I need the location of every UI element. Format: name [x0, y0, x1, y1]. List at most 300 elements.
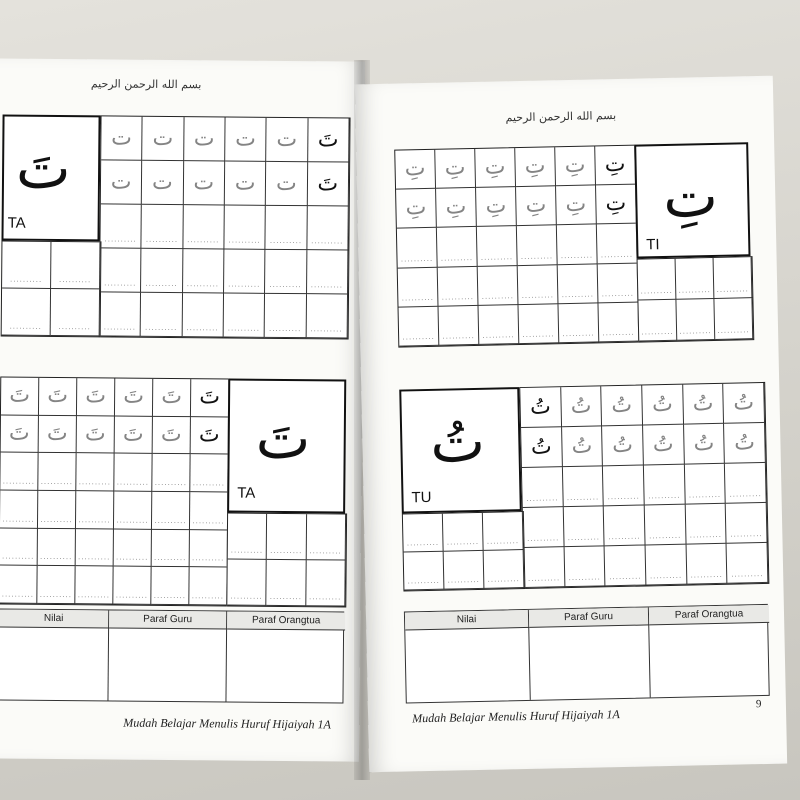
grid-cell — [184, 117, 226, 161]
writing-dots: .......... — [227, 324, 261, 333]
writing-dots: .......... — [192, 554, 225, 563]
grid-cell — [114, 529, 152, 567]
trace-letter: تَ — [8, 420, 30, 446]
trace-letter: تِ — [525, 192, 547, 219]
writing-dots: .......... — [309, 593, 342, 602]
grid-cell — [266, 206, 308, 250]
writing-dots: .......... — [400, 254, 434, 264]
trace-letter: تُ — [570, 393, 592, 419]
writing-dots: .......... — [269, 236, 303, 246]
grid-cell — [152, 529, 190, 567]
grid-cell — [595, 146, 636, 186]
trace-letter: ت — [193, 125, 215, 151]
trace-letter: تَ — [85, 383, 107, 409]
grid-cell — [556, 186, 597, 226]
writing-dots: .......... — [115, 591, 149, 600]
writing-dots: .......... — [186, 324, 219, 333]
grid-cell — [100, 292, 142, 336]
grid-cell — [1, 378, 39, 416]
grid-cell — [115, 416, 153, 454]
grid-cell — [518, 265, 559, 305]
grid-cell — [191, 379, 229, 417]
writing-dots: .......... — [9, 322, 42, 331]
grid-cell — [563, 466, 604, 507]
grid-cell — [724, 423, 765, 464]
grid-cell — [190, 455, 228, 493]
grid-cell — [76, 454, 114, 492]
writing-dots: .......... — [145, 279, 178, 289]
letter-label: TU — [411, 488, 432, 507]
writing-dots: .......... — [187, 236, 220, 245]
grid-cell — [404, 552, 445, 591]
writing-dots: .......... — [600, 250, 634, 259]
trace-letter: ت — [152, 169, 173, 195]
grid-cell — [227, 560, 267, 606]
writing-dots: .......... — [566, 493, 600, 503]
grid-cell — [51, 242, 100, 289]
writing-dots: .......... — [648, 491, 681, 501]
grid-cell — [476, 187, 517, 227]
grid-cell — [190, 492, 228, 530]
writing-dots: .......... — [729, 490, 762, 499]
grid-cell — [438, 267, 479, 307]
model-letter: تِ — [604, 151, 626, 178]
trace-letter: تِ — [485, 193, 507, 220]
grid-cell — [182, 293, 224, 337]
grid-cell — [306, 294, 348, 338]
grid-cell — [517, 226, 558, 266]
model-letter: تِ — [605, 191, 627, 217]
writing-dots: .......... — [640, 286, 673, 296]
big-letter: تَ — [255, 403, 311, 473]
trace-letter: تَ — [160, 421, 182, 448]
big-letter: تُ — [429, 406, 486, 476]
writing-dots: .......... — [562, 329, 595, 339]
grid-cell — [561, 386, 602, 427]
grid-cell — [151, 567, 189, 605]
grid-cell — [228, 514, 268, 560]
grid-cell — [183, 249, 225, 293]
writing-dots: .......... — [688, 490, 722, 500]
grid-cell — [518, 304, 559, 344]
grid-cell — [444, 551, 485, 590]
paraf-guru-cell — [529, 625, 650, 699]
trace-letter: تَ — [46, 420, 68, 447]
trace-letter: تُ — [651, 391, 674, 417]
writing-dots: .......... — [527, 534, 560, 543]
writing-dots: .......... — [648, 531, 682, 541]
right-page — [355, 76, 787, 773]
grid-cell — [38, 528, 76, 566]
grid-cell — [306, 560, 346, 606]
grid-cell — [100, 248, 142, 292]
grid-cell — [439, 306, 480, 346]
letter-label: TA — [7, 214, 26, 232]
grid-cell — [224, 205, 266, 249]
grid-cell — [153, 416, 191, 454]
grid-cell — [676, 299, 715, 341]
grid-cell — [395, 150, 436, 190]
grid-cell — [225, 117, 267, 161]
grid-cell — [38, 491, 76, 529]
trace-letter: تُ — [611, 432, 634, 458]
book-footer: Mudah Belajar Menulis Huruf Hijaiyah 1A — [123, 715, 331, 732]
writing-dots: .......... — [690, 570, 723, 580]
tracing-grid-bottom — [0, 377, 230, 607]
grid-cell — [443, 513, 484, 552]
paraf-orangtua-header: Paraf Orangtua — [227, 611, 345, 630]
writing-dots: .......... — [446, 537, 480, 547]
writing-grid-top-extra — [1, 241, 102, 338]
signature-table — [0, 609, 344, 704]
nilai-cell — [405, 628, 530, 703]
grid-cell — [478, 266, 519, 306]
writing-dots: .......... — [2, 515, 35, 524]
grid-cell — [152, 454, 190, 492]
book-footer: Mudah Belajar Menulis Huruf Hijaiyah 1A — [411, 707, 620, 726]
grid-cell — [397, 228, 438, 268]
writing-dots: .......... — [441, 292, 475, 302]
writing-dots: .......... — [649, 571, 683, 581]
letter-label: TA — [237, 484, 256, 502]
grid-cell — [725, 463, 766, 504]
trace-letter: تَ — [9, 382, 31, 409]
grid-cell — [516, 186, 557, 226]
grid-cell — [522, 467, 563, 508]
writing-dots: .......... — [731, 570, 764, 579]
grid-cell — [190, 530, 228, 568]
grid-cell — [436, 188, 477, 228]
writing-dots: .......... — [269, 324, 302, 334]
letter-box-bottom — [227, 378, 346, 513]
writing-dots: .......... — [567, 533, 601, 543]
grid-cell — [224, 249, 266, 293]
grid-cell — [143, 117, 185, 161]
grid-cell — [225, 161, 267, 205]
grid-cell — [101, 116, 143, 160]
writing-dots: .......... — [230, 546, 264, 555]
grid-cell — [477, 226, 518, 266]
grid-cell — [604, 505, 645, 546]
grid-cell — [521, 427, 562, 468]
trace-letter: تُ — [692, 390, 714, 416]
trace-letter: تُ — [652, 431, 674, 457]
writing-dots: .......... — [270, 546, 303, 556]
grid-cell — [77, 416, 115, 454]
writing-grid-bottom-extra — [402, 511, 526, 592]
trace-letter: ت — [193, 169, 215, 195]
writing-dots: .......... — [568, 573, 601, 583]
trace-letter: تِ — [405, 195, 427, 221]
trace-letter: تِ — [524, 153, 546, 180]
writing-dots: .......... — [310, 281, 344, 290]
writing-dots: .......... — [401, 293, 435, 303]
grid-cell — [563, 506, 604, 547]
paraf-guru-header: Paraf Guru — [109, 610, 227, 629]
writing-dots: .......... — [481, 291, 515, 301]
writing-dots: .......... — [520, 251, 554, 261]
grid-cell — [308, 118, 350, 162]
grid-cell — [435, 149, 476, 189]
grid-cell — [191, 417, 229, 455]
grid-cell — [2, 289, 51, 336]
grid-cell — [114, 454, 152, 492]
grid-cell — [114, 492, 152, 530]
trace-letter: تُ — [693, 430, 715, 456]
writing-dots: .......... — [310, 325, 343, 334]
grid-cell — [483, 512, 524, 551]
grid-cell — [113, 567, 151, 605]
writing-dots: .......... — [487, 575, 520, 584]
grid-cell — [307, 250, 349, 294]
writing-dots: .......... — [77, 591, 111, 600]
grid-cell — [676, 258, 715, 300]
writing-dots: .......... — [145, 235, 179, 245]
grid-cell — [520, 387, 561, 428]
grid-cell — [0, 528, 38, 566]
writing-dots: .......... — [116, 553, 149, 563]
grid-cell — [564, 546, 605, 587]
letter-box-top — [634, 142, 750, 258]
trace-letter: ت — [110, 168, 132, 195]
grid-cell — [484, 550, 525, 589]
model-letter: تَ — [317, 126, 339, 152]
grid-cell — [685, 464, 726, 505]
trace-letter: ت — [111, 124, 132, 151]
trace-letter: تِ — [404, 156, 426, 182]
letter-label: TI — [646, 236, 660, 254]
grid-cell — [398, 267, 439, 307]
grid-cell — [1, 415, 39, 453]
grid-cell — [475, 148, 516, 188]
writing-dots: .......... — [40, 477, 74, 487]
grid-cell — [524, 547, 565, 588]
writing-dots: .......... — [608, 532, 641, 542]
trace-letter: تَ — [84, 421, 106, 447]
grid-cell — [76, 529, 114, 567]
trace-letter: تَ — [122, 421, 144, 447]
writing-dots: .......... — [154, 516, 187, 525]
writing-dots: .......... — [486, 537, 520, 546]
writing-dots: .......... — [447, 575, 480, 585]
grid-cell — [266, 118, 308, 162]
grid-cell — [266, 162, 308, 206]
writing-dots: .......... — [58, 276, 92, 285]
writing-dots: .......... — [440, 253, 474, 263]
trace-letter: تُ — [571, 433, 593, 459]
grid-cell — [437, 227, 478, 267]
grid-cell — [644, 465, 685, 506]
writing-dots: .......... — [103, 323, 137, 332]
grid-cell — [115, 379, 153, 417]
model-letter: تَ — [199, 384, 221, 410]
writing-dots: .......... — [58, 323, 91, 332]
page-number: 9 — [755, 698, 762, 711]
grid-cell — [37, 566, 75, 604]
writing-dots: .......... — [601, 289, 634, 299]
paraf-guru-cell — [108, 628, 227, 701]
grid-cell — [142, 161, 184, 205]
big-letter: تِ — [662, 161, 719, 232]
grid-cell — [0, 491, 38, 529]
model-letter: تَ — [198, 422, 220, 448]
trace-letter: ت — [276, 126, 298, 152]
grid-cell — [714, 298, 753, 340]
writing-grid-bottom-extra — [226, 512, 347, 607]
grid-cell — [265, 250, 307, 294]
grid-cell — [2, 242, 51, 289]
trace-letter: تِ — [445, 194, 467, 220]
grid-cell — [142, 205, 184, 249]
trace-letter: تِ — [444, 155, 466, 181]
grid-cell — [645, 505, 686, 546]
writing-dots: .......... — [191, 592, 225, 601]
grid-cell — [152, 492, 190, 530]
writing-dots: .......... — [154, 478, 188, 488]
writing-dots: .......... — [116, 516, 149, 525]
grid-cell — [646, 545, 687, 586]
grid-cell — [0, 453, 38, 491]
writing-dots: .......... — [228, 236, 261, 245]
writing-dots: .......... — [689, 530, 723, 540]
grid-cell — [562, 426, 603, 467]
tracing-grid-bottom — [519, 382, 769, 589]
grid-cell — [479, 305, 520, 345]
grid-cell — [403, 514, 444, 553]
grid-cell — [724, 383, 765, 424]
big-letter: تَ — [15, 133, 72, 203]
writing-dots: .......... — [641, 327, 674, 337]
grid-cell — [100, 204, 142, 248]
grid-cell — [39, 378, 77, 416]
trace-letter: ت — [234, 170, 256, 196]
writing-dots: .......... — [40, 515, 73, 524]
trace-letter: تُ — [733, 429, 756, 456]
grid-cell — [76, 491, 114, 529]
grid-cell — [77, 378, 115, 416]
grid-cell — [141, 293, 183, 337]
writing-dots: .......... — [1, 590, 35, 599]
writing-dots: .......... — [228, 280, 261, 289]
grid-cell — [685, 504, 726, 545]
grid-cell — [555, 146, 596, 186]
writing-dots: .......... — [104, 235, 137, 244]
grid-cell — [307, 162, 349, 206]
grid-cell — [684, 424, 725, 465]
writing-dots: .......... — [717, 326, 750, 335]
grid-cell — [598, 263, 639, 303]
writing-dots: .......... — [716, 285, 749, 294]
grid-cell — [0, 566, 38, 604]
writing-dots: .......... — [2, 552, 35, 562]
writing-dots: .......... — [402, 332, 435, 342]
writing-dots: .......... — [154, 554, 187, 563]
writing-dots: .......... — [521, 291, 555, 300]
grid-cell — [75, 567, 113, 605]
writing-dots: .......... — [609, 572, 642, 582]
writing-dots: .......... — [678, 286, 711, 295]
grid-cell — [643, 425, 684, 466]
grid-cell — [306, 514, 346, 560]
grid-cell — [224, 293, 266, 337]
trace-letter: ت — [152, 125, 174, 151]
paraf-guru-header: Paraf Guru — [529, 607, 649, 628]
grid-cell — [597, 224, 638, 264]
trace-letter: تِ — [484, 154, 506, 180]
writing-dots: .......... — [482, 331, 515, 340]
grid-cell — [558, 303, 599, 343]
grid-cell — [523, 507, 564, 548]
grid-cell — [727, 543, 768, 584]
writing-dots: .......... — [78, 515, 111, 525]
paraf-orangtua-header: Paraf Orangtua — [649, 605, 769, 626]
grid-cell — [189, 567, 227, 605]
writing-grid-top-extra — [637, 256, 755, 342]
trace-letter: ت — [235, 126, 256, 152]
writing-dots: .......... — [730, 530, 763, 539]
writing-dots: .......... — [39, 590, 73, 600]
letter-box-bottom — [399, 387, 522, 513]
grid-cell — [638, 300, 677, 342]
nilai-header: Nilai — [0, 610, 109, 629]
bismillah-header: بسم الله الرحمن الرحيم — [90, 77, 202, 92]
grid-cell — [307, 206, 349, 250]
grid-cell — [603, 465, 644, 506]
grid-cell — [141, 249, 183, 293]
grid-cell — [399, 307, 440, 347]
trace-letter: تُ — [611, 392, 633, 418]
grid-cell — [714, 257, 753, 299]
grid-cell — [686, 544, 727, 585]
writing-dots: .......... — [192, 516, 225, 526]
writing-dots: .......... — [526, 494, 559, 503]
grid-cell — [602, 425, 643, 466]
trace-letter: تِ — [565, 191, 587, 218]
writing-dots: .......... — [561, 290, 594, 299]
writing-dots: .......... — [406, 538, 440, 548]
grid-cell — [726, 503, 767, 544]
writing-dots: .......... — [230, 592, 263, 601]
grid-cell — [515, 147, 556, 187]
model-letter: تُ — [530, 433, 552, 460]
tracing-grid-top — [394, 145, 640, 348]
writing-dots: .......... — [104, 279, 137, 288]
writing-dots: .......... — [145, 323, 178, 333]
writing-dots: .......... — [40, 553, 73, 562]
grid-cell — [598, 302, 639, 342]
grid-cell — [39, 416, 77, 454]
grid-cell — [267, 560, 307, 606]
writing-dots: .......... — [560, 251, 594, 260]
grid-cell — [602, 386, 643, 427]
grid-cell — [396, 189, 437, 229]
grid-cell — [683, 384, 724, 425]
left-page — [0, 58, 365, 761]
grid-cell — [183, 205, 225, 249]
writing-dots: .......... — [607, 492, 640, 502]
trace-letter: تَ — [47, 383, 69, 409]
grid-cell — [638, 259, 677, 301]
writing-dots: .......... — [442, 331, 475, 341]
grid-cell — [153, 379, 191, 417]
grid-cell — [265, 294, 307, 338]
writing-dots: .......... — [407, 576, 440, 586]
trace-letter: تَ — [123, 383, 145, 410]
grid-cell — [605, 545, 646, 586]
writing-dots: .......... — [9, 275, 43, 284]
writing-dots: .......... — [480, 252, 514, 262]
grid-cell — [558, 264, 599, 304]
